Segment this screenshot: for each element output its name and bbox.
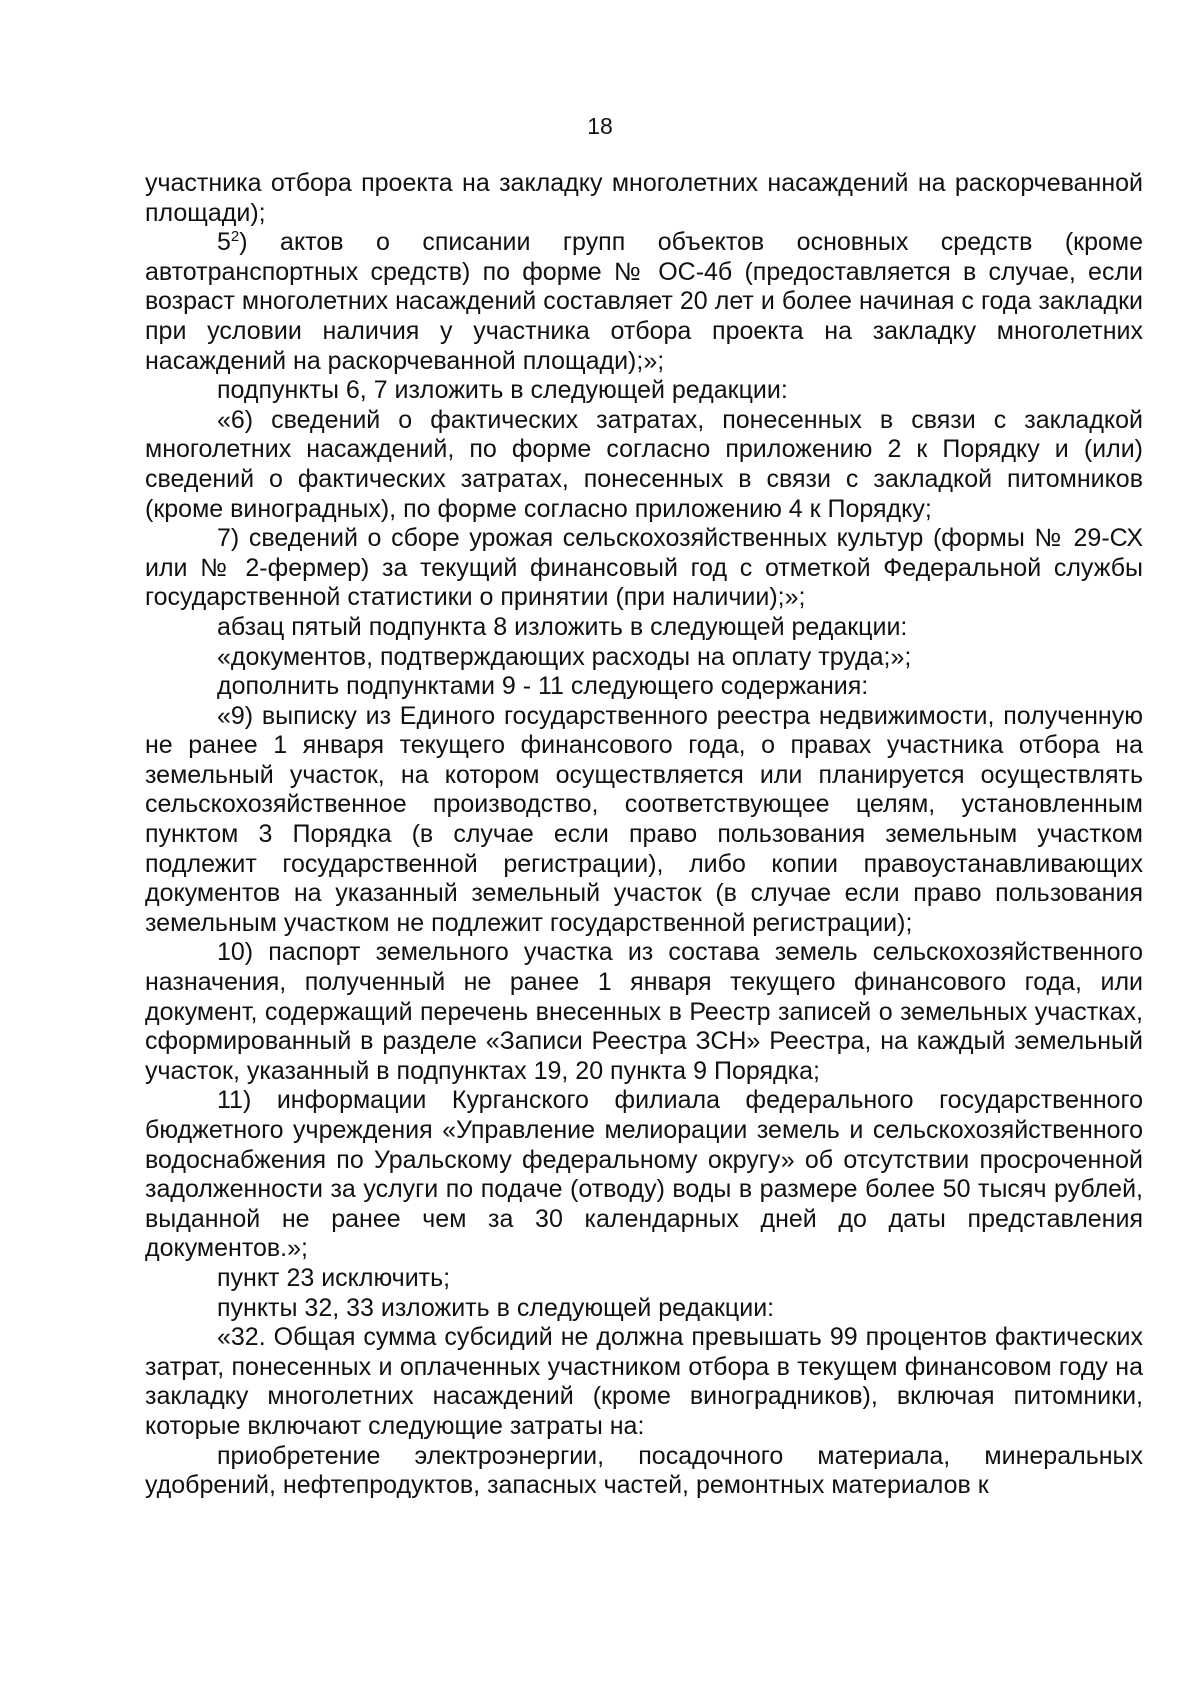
paragraph: «6) сведений о фактических затратах, понесенных в связи с закладкой многолетних насаждений, по форме согласно приложению 2 к Порядку и (или) сведений о фактических затратах, понесенных в связи с закладкой питомников (кроме виноградных), по форме согласно приложению 4 к Порядку; [145,405,1143,523]
paragraph: абзац пятый подпункта 8 изложить в следующей редакции: [217,612,908,641]
item-text: ) актов о списании групп объектов основных средств (кроме автотранспортных средств) по форме № ОС-4б (предоставляется в случае, если возраст многолетних насаждений составляет 20 лет и более начиная с года закладки при условии наличия у участника отбора проекта на закладку многолетних насаждений на раскорчеванной площади);»; [145,228,1143,375]
superscript: 2 [230,228,240,246]
paragraph: 11) информации Курганского филиала федерального государственного бюджетного учреждения «Управление мелиорации земель и сельскохозяйственного водоснабжения по Уральскому федеральному округу» об отсутствии просроченной задолженности за услуги по подаче (отводу) воды в размере более 50 тысяч рублей, выданной не ранее чем за 30 календарных дней до даты представления документов.»; [145,1086,1143,1263]
paragraph: «9) выписку из Единого государственного реестра недвижимости, полученную не ранее 1 января текущего финансового года, о правах участника отбора на земельный участок, на котором осуществляется или планируется осуществлять сельскохозяйственное производство, соответствующее целям, установленным пунктом 3 Порядка (в случае если право пользования земельным участком подлежит государственной регистрации), либо копии правоустанавливающих документов на указанный земельный участок (в случае если право пользования земельным участком не подлежит государственной регистрации); [145,701,1143,937]
paragraph: пункт 23 исключить; [217,1263,451,1292]
paragraph: пункты 32, 33 изложить в следующей редакции: [217,1293,775,1322]
paragraph: дополнить подпунктами 9 - 11 следующего содержания: [217,672,869,701]
paragraph: «32. Общая сумма субсидий не должна превышать 99 процентов фактических затрат, понесенных и оплаченных участником отбора в текущем финансовом году на закладку многолетних насаждений (кроме виноградников), включая питомники, которые включают следующие затраты на: [145,1323,1143,1440]
paragraph: «документов, подтверждающих расходы на оплату труда;»; [217,642,912,671]
page-number: 18 [587,113,613,139]
paragraph: участника отбора проекта на закладку многолетних насаждений на раскорчеванной площади); [145,169,1143,227]
item-number: 5 [217,228,231,257]
document-body [145,169,1143,1501]
paragraph: 7) сведений о сборе урожая сельскохозяйственных культур (формы № 29-СХ или № 2-фермер) за текущий финансовый год с отметкой Федеральной службы государственной статистики о принятии (при наличии);»; [145,524,1143,612]
paragraph: подпункты 6, 7 изложить в следующей редакции: [217,376,788,405]
paragraph-item-5-2 [145,228,1143,376]
paragraph: приобретение электроэнергии, посадочного материала, минеральных удобрений, нефтепродуктов, запасных частей, ремонтных материалов к [145,1441,1143,1500]
paragraph: 10) паспорт земельного участка из состава земель сельскохозяйственного назначения, полученный не ранее 1 января текущего финансового года, или документ, содержащий перечень внесенных в Реестр записей о земельных участках, сформированный в разделе «Записи Реестра ЗСН» Реестра, на каждый земельный участок, указанный в подпунктах 19, 20 пункта 9 Порядка; [145,938,1143,1085]
